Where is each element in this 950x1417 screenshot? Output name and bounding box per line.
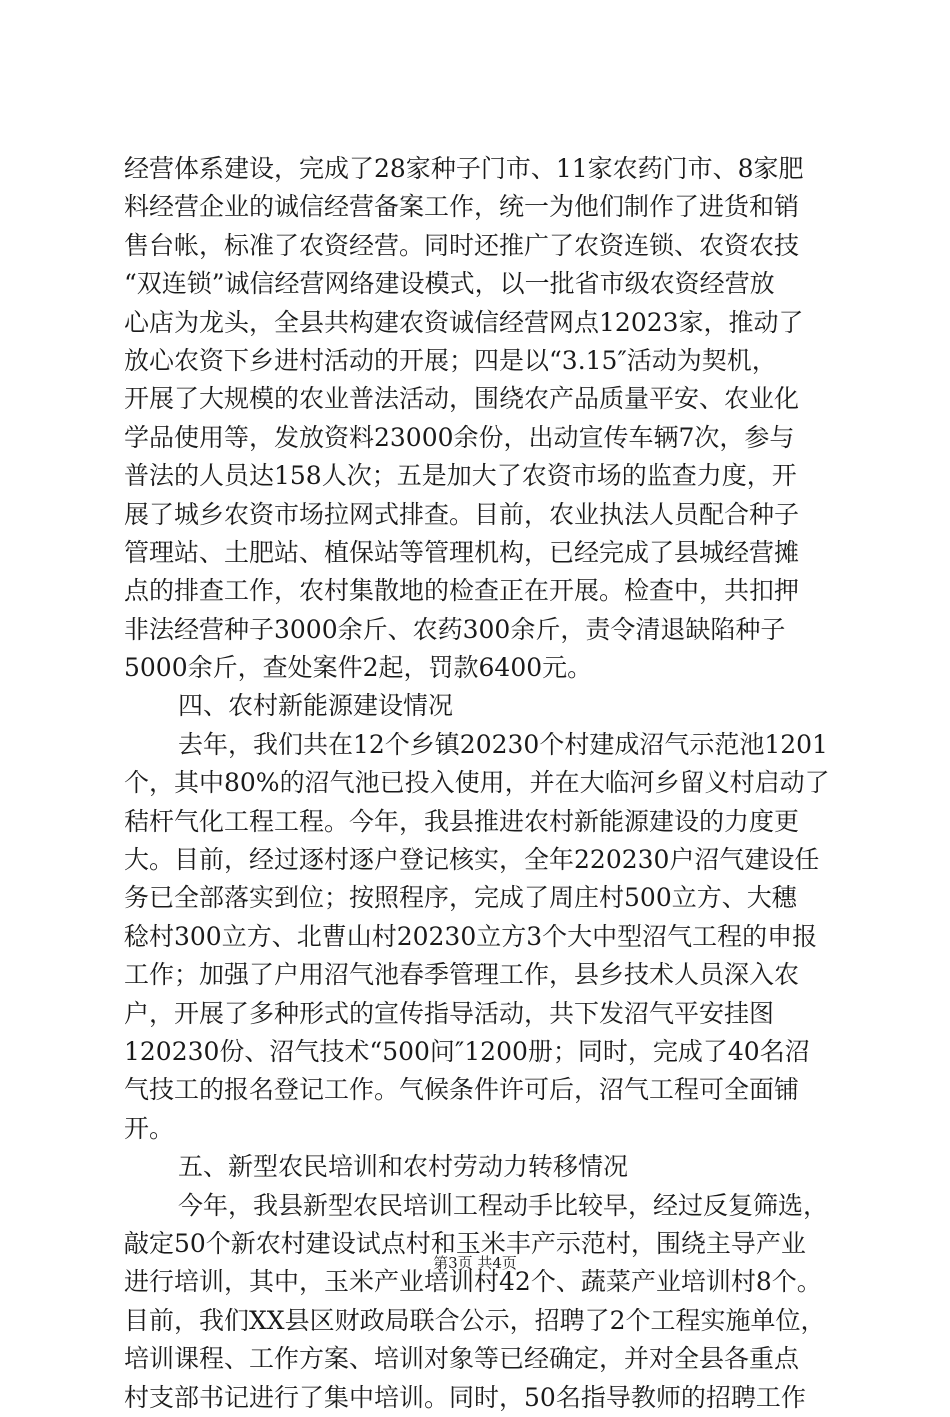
section-heading: 五、新型农民培训和农村劳动力转移情况 <box>178 1152 629 1182</box>
document-body <box>124 150 832 1417</box>
text-line: 敲定50个新农村建设试点村和玉米丰产示范村，围绕主导产业 <box>124 1228 806 1258</box>
text-line: 经营体系建设，完成了28家种子门市、11家农药门市、8家肥 <box>124 154 804 183</box>
page-footer <box>0 1253 950 1273</box>
text-line: 工作；加强了户用沼气池春季管理工作，县乡技术人员深入农 <box>124 960 800 990</box>
text-line: 去年，我们共在12个乡镇20230个村建成沼气示范池1201 <box>178 729 828 759</box>
text-line: 今年，我县新型农民培训工程动手比较早，经过反复筛选， <box>178 1190 829 1220</box>
text-line: 培训课程、工作方案、培训对象等已经确定，并对全县各重点 <box>124 1344 800 1374</box>
text-line: 学品使用等，发放资料23000余份，出动宣传车辆7次，参与 <box>124 422 795 452</box>
text-line: 气技工的报名登记工作。气候条件许可后，沼气工程可全面铺 <box>124 1075 800 1105</box>
text-line: 开。 <box>124 1113 175 1143</box>
text-line: 5000余斤，查处案件2起，罚款6400元。 <box>124 653 593 683</box>
page-number: 第3页 共4页 <box>433 1254 517 1272</box>
text-line: 个，其中80%的沼气池已投入使用，并在大临河乡留义村启动了 <box>124 768 830 798</box>
section-heading: 四、农村新能源建设情况 <box>178 691 454 721</box>
text-line: 务已全部落实到位；按照程序，完成了周庄村500立方、大穗 <box>124 883 797 913</box>
text-line: “双连锁”诚信经营网络建设模式，以一批省市级农资经营放 <box>124 269 775 299</box>
text-line: 120230份、沼气技术“500问″1200册；同时，完成了40名沼 <box>124 1036 810 1066</box>
text-line: 进行培训，其中，玉米产业培训村42个、蔬菜产业培训村8个。 <box>124 1267 822 1297</box>
text-line: 心店为龙头，全县共构建农资诚信经营网点12023家，推动了 <box>124 307 804 337</box>
text-line: 放心农资下乡进村活动的开展；四是以“3.15″活动为契机， <box>124 345 777 375</box>
text-line: 料经营企业的诚信经营备案工作，统一为他们制作了进货和销 <box>124 192 800 222</box>
text-line: 目前，我们XX县区财政局联合公示，招聘了2个工程实施单位， <box>124 1305 826 1335</box>
text-line: 秸杆气化工程工程。今年，我县推进农村新能源建设的力度更 <box>124 806 800 836</box>
text-line: 非法经营种子3000余斤、农药300余斤，责令清退缺陷种子 <box>124 614 786 644</box>
text-line: 售台帐，标准了农资经营。同时还推广了农资连锁、农资农技 <box>124 230 800 260</box>
text-line: 大。目前，经过逐村逐户登记核实，全年220230户沼气建设任 <box>124 845 820 875</box>
text-line: 稔村300立方、北曹山村20230立方3个大中型沼气工程的申报 <box>124 921 818 951</box>
text-line: 开展了大规模的农业普法活动，围绕农产品质量平安、农业化 <box>124 384 800 414</box>
text-line: 普法的人员达158人次；五是加大了农资市场的监查力度，开 <box>124 461 797 491</box>
text-line: 户，开展了多种形式的宣传指导活动，共下发沼气平安挂图 <box>124 998 775 1028</box>
text-line: 管理站、土肥站、植保站等管理机构，已经完成了县城经营摊 <box>124 537 800 567</box>
text-line: 展了城乡农资市场拉网式排查。目前，农业执法人员配合种子 <box>124 499 800 529</box>
text-line: 点的排查工作，农村集散地的检查正在开展。检查中，共扣押 <box>124 576 800 606</box>
text-line: 村支部书记进行了集中培训。同时，50名指导教师的招聘工作 <box>124 1382 806 1412</box>
